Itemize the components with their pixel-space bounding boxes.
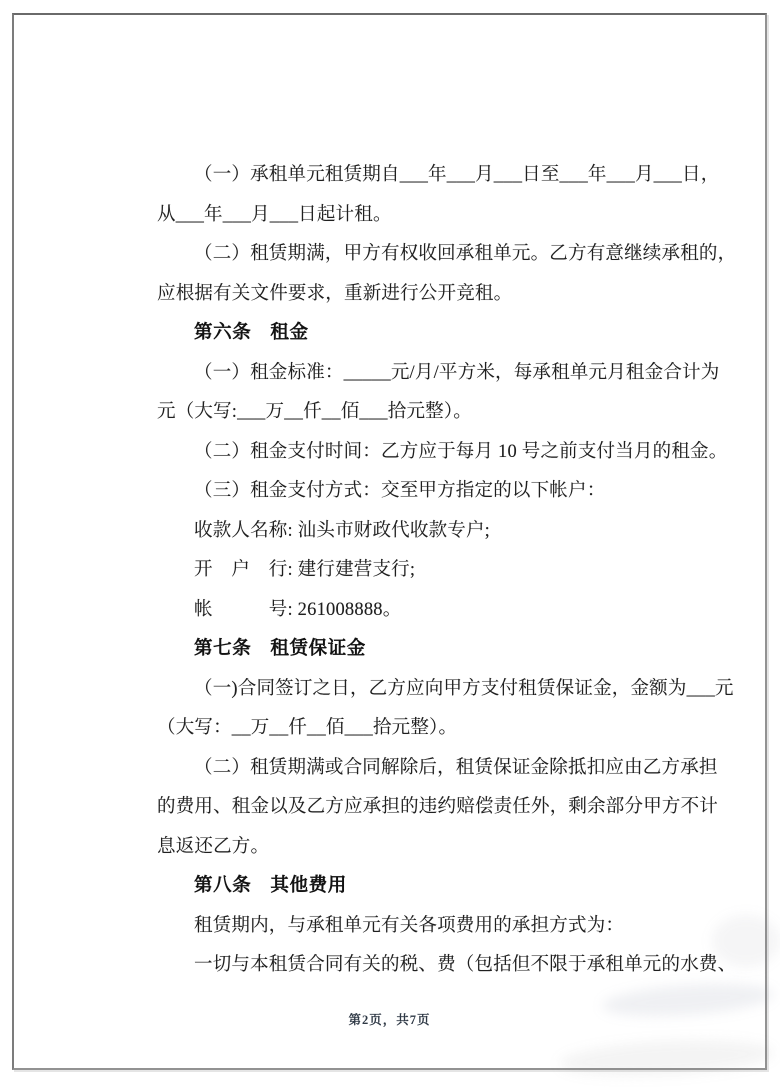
contract-line: （二）租赁期满，甲方有权收回承租单元。乙方有意继续承租的， [194,244,737,264]
contract-line: （大写：__万__仟__佰___拾元整）。 [157,718,458,738]
payee-name-line: 收款人名称: 汕头市财政代收款专户; [194,520,491,541]
section-heading-article-7: 第七条 租赁保证金 [194,639,366,659]
contract-line: （二）租金支付时间：乙方应于每月 10 号之前支付当月的租金。 [194,441,728,462]
contract-line: （一）承租单元租赁期自___年___月___日至___年___月___日， [194,165,720,185]
contract-line: 的费用、租金以及乙方应承担的违约赔偿责任外，剩余部分甲方不计 [157,797,719,817]
contract-line: 一切与本租赁合同有关的税、费（包括但不限于承租单元的水费、 [194,955,737,975]
contract-line: 租赁期内，与承租单元有关各项费用的承担方式为： [194,915,625,936]
section-heading-article-6: 第六条 租金 [194,323,309,343]
contract-line: 元（大写:___万__仟__佰___拾元整）。 [157,402,472,422]
account-number-line: 帐 号: 261008888。 [194,599,402,620]
contract-line: （二）租赁期满或合同解除后，租赁保证金除抵扣应由乙方承担 [194,757,718,778]
contract-line: 应根据有关文件要求，重新进行公开竞租。 [157,283,513,304]
page-number-footer: 第2页，共7页 [348,1013,431,1027]
contract-line: 从___年___月___日起计租。 [157,204,392,225]
contract-line: 息返还乙方。 [157,836,270,857]
scan-smudge [558,1035,774,1080]
section-heading-article-8: 第八条 其他费用 [194,876,347,896]
contract-line: （一）租金标准：_____元/月/平方米，每承租单元月租金合计为 [194,362,720,383]
contract-line: （三）租金支付方式：交至甲方指定的以下帐户： [194,481,606,501]
bank-name-line: 开 户 行: 建行建营支行; [194,560,416,580]
contract-body [157,156,737,986]
contract-line: （一)合同签订之日，乙方应向甲方支付租赁保证金，金额为___元 [194,678,734,699]
document-page [12,13,767,1070]
